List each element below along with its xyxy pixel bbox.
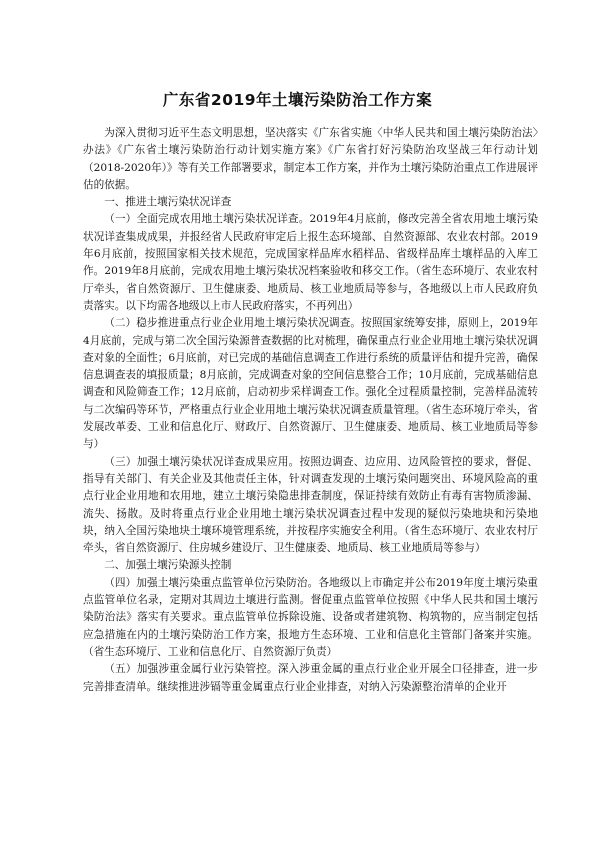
paragraph-3: （三）加强土壤污染状况详查成果应用。按照边调查、边应用、边风险管控的要求，督促、指导有关部门、有关企业及其他责任主体，针对调查发现的土壤污染问题突出、环境风险高的重点行业企业用地和农用地，建立土壤污染隐患排查制度，保证持续有效防止有毒有害物质渗漏、流失、扬散。及时将重点行业企业用地土壤污染状况调查过程中发现的疑似污染地块和污染地块，纳入全国污染地块土壤环境管理系统，并按程序实施安全利用。（省生态环境厅、农业农村厅牵头，省自然资源厅、住房城乡建设厅、卫生健康委、地质局、核工业地质局等参与） — [83, 455, 538, 555]
document-body — [83, 125, 538, 696]
paragraph-2: （二）稳步推进重点行业企业用地土壤污染状况调查。按照国家统筹安排，原则上，2019年4月底前，完成与第二次全国污染源普查数据的比对梳理，确保重点行业企业用地土壤污染状况调查对象的全面性；6月底前，对已完成的基础信息调查工作进行系统的质量评估和提升完善，确保信息调查表的填报质量；8月底前，完成调查对象的空间信息整合工作；10月底前，完成基础信息调查和风险筛查工作；12月底前，启动初步采样调查工作。强化全过程质量控制，完善样品流转与二次编码等环节，严格重点行业企业用地土壤污染状况调查质量管理。（省生态环境厅牵头，省发展改革委、工业和信息化厅、财政厅、自然资源厅、卫生健康委、地质局、核工业地质局等参与） — [83, 317, 538, 451]
paragraph-4: （四）加强土壤污染重点监管单位污染防治。各地级以上市确定并公布2019年度土壤污染重点监管单位名录，定期对其周边土壤进行监测。督促重点监管单位按照《中华人民共和国土壤污染防治法》落实有关要求。重点监管单位拆除设施、设备或者建筑物、构筑物的，应当制定包括应急措施在内的土壤污染防治工作方案，报地方生态环境、工业和信息化主管部门备案并实施。（省生态环境厅、工业和信息化厅、自然资源厅负责） — [83, 576, 538, 658]
section-heading-2: 二、加强土壤污染源头控制 — [104, 559, 232, 572]
paragraph-5: （五）加强涉重金属行业污染管控。深入涉重金属的重点行业企业开展全口径排查，进一步完善排查清单。继续推进涉镉等重金属重点行业企业排查，对纳入污染源整治清单的企业开 — [83, 663, 538, 693]
section-heading-1: 一、推进土壤污染状况详查 — [104, 196, 232, 209]
intro-paragraph: 为深入贯彻习近平生态文明思想，坚决落实《广东省实施〈中华人民共和国土壤污染防治法〉办法》《广东省土壤污染防治行动计划实施方案》《广东省打好污染防治攻坚战三年行动计划（2018-2020年）》等有关工作部署要求，制定本工作方案，并作为土壤污染防治重点工作进展评估的依据。 — [83, 127, 538, 191]
document-title: 广东省2019年土壤污染防治工作方案 — [162, 91, 433, 109]
paragraph-1: （一）全面完成农用地土壤污染状况详查。2019年4月底前，修改完善全省农用地土壤污染状况详查集成成果，并报经省人民政府审定后上报生态环境部、自然资源部、农业农村部。2019年6月底前，按照国家相关技术规范，完成国家样品库水稻样品、省级样品库土壤样品的入库工作。2019年8月底前，完成农用地土壤污染状况档案验收和移交工作。（省生态环境厅、农业农村厅牵头，省自然资源厅、卫生健康委、地质局、核工业地质局等参与，各地级以上市人民政府负责落实。以下均需各地级以上市人民政府落实，不再列出） — [83, 213, 538, 312]
